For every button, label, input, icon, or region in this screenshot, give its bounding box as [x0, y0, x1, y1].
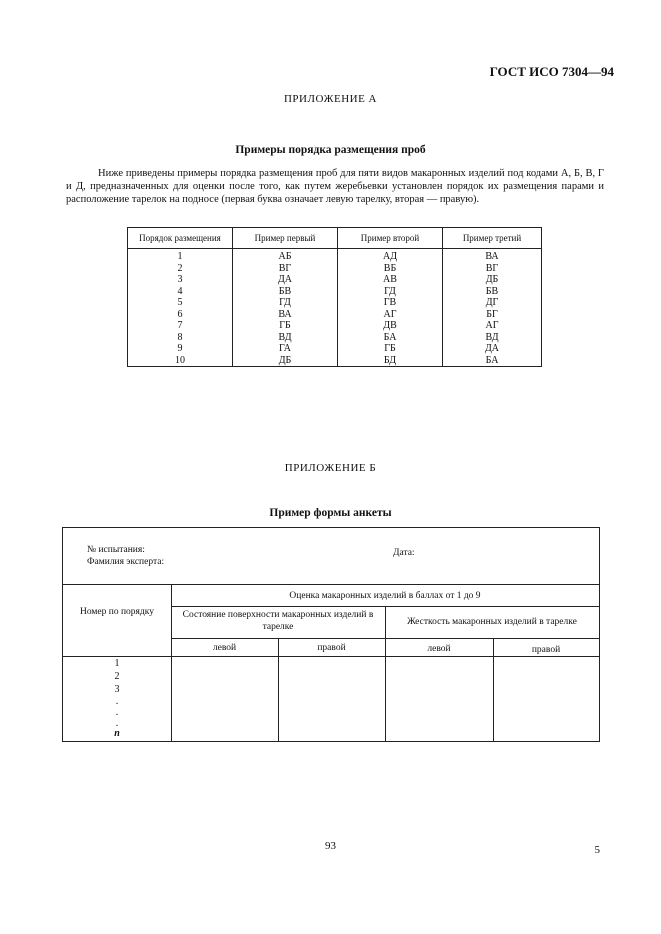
row-number: 3: [114, 684, 120, 695]
table-row: [128, 332, 542, 344]
cell: БА: [338, 332, 443, 344]
cell: ГД: [233, 297, 338, 309]
table-row: [128, 355, 542, 367]
cell: 3: [128, 274, 233, 286]
cell: ДВ: [338, 320, 443, 332]
table-row: [128, 343, 542, 355]
row-number: .: [115, 696, 119, 707]
cell: БА: [443, 355, 542, 367]
appendix-a-intro: Ниже приведены примеры порядка размещения проб для пяти видов макаронных изделий под кодами А, Б, В, Г и Д, предназначенных для оценки после того, как путем жеребьевки установлен порядок их размещения парами и расположение тарелок на подносе (первая буква означает левую тарелку, вторая — правую).: [66, 168, 604, 205]
surface-left-header: левой: [212, 643, 237, 653]
cell: 7: [128, 320, 233, 332]
cell: ВБ: [338, 263, 443, 275]
table-row: [128, 249, 542, 263]
cell: БД: [338, 355, 443, 367]
cell: ДБ: [233, 355, 338, 367]
score-header: Оценка макаронных изделий в баллах от 1 до 9: [289, 591, 481, 601]
surface-right-header: правой: [317, 643, 346, 653]
row-number: .: [115, 718, 119, 729]
hardness-header: Жесткость макаронных изделий в тарелке: [407, 617, 577, 627]
cell: АГ: [338, 309, 443, 321]
cell: ГВ: [338, 297, 443, 309]
cell: ВД: [443, 332, 542, 344]
row-number: 2: [114, 671, 120, 682]
table-row: [128, 320, 542, 332]
cell: ДГ: [443, 297, 542, 309]
cell: 5: [128, 297, 233, 309]
appendix-a-heading: ПРИЛОЖЕНИЕ А: [283, 93, 377, 105]
table-row: [128, 263, 542, 275]
col-order: Порядок размещения: [128, 228, 233, 249]
cell: ВГ: [443, 263, 542, 275]
placement-table: [127, 227, 542, 367]
cell: АГ: [443, 320, 542, 332]
appendix-b-title: Пример формы анкеты: [269, 507, 392, 519]
divider: [385, 606, 386, 741]
cell: 9: [128, 343, 233, 355]
page-number: 93: [325, 840, 336, 852]
cell: ГБ: [233, 320, 338, 332]
cell: ВГ: [233, 263, 338, 275]
cell: ГД: [338, 286, 443, 298]
cell: БВ: [443, 286, 542, 298]
table-row: [128, 309, 542, 321]
hardness-left-header: левой: [427, 644, 451, 654]
sheet-number: 5: [594, 844, 600, 856]
cell: 1: [128, 249, 233, 263]
row-number: .: [115, 707, 119, 718]
hardness-right-header: правой: [531, 645, 561, 655]
cell: БГ: [443, 309, 542, 321]
cell: ГА: [233, 343, 338, 355]
standard-designation: ГОСТ ИСО 7304—94: [489, 64, 614, 79]
cell: 4: [128, 286, 233, 298]
cell: ВА: [443, 249, 542, 263]
expert-name-label: Фамилия эксперта:: [87, 557, 165, 567]
cell: АБ: [233, 249, 338, 263]
table-row: [128, 274, 542, 286]
col-example-1: Пример первый: [233, 228, 338, 249]
table-row: [128, 297, 542, 309]
cell: 2: [128, 263, 233, 275]
cell: АД: [338, 249, 443, 263]
table-row: [128, 286, 542, 298]
cell: ВА: [233, 309, 338, 321]
cell: ДБ: [443, 274, 542, 286]
test-number-label: № испытания:: [87, 545, 145, 555]
col-example-2: Пример второй: [338, 228, 443, 249]
form-header: [63, 528, 599, 585]
placement-table-header: [128, 228, 542, 249]
cell: 6: [128, 309, 233, 321]
cell: ВД: [233, 332, 338, 344]
row-number: n: [114, 728, 120, 739]
questionnaire-form: [62, 527, 600, 742]
cell: 10: [128, 355, 233, 367]
appendix-a-title: Примеры порядка размещения проб: [235, 144, 426, 156]
cell: 8: [128, 332, 233, 344]
surface-header: Состояние поверхности макаронных изделий в тарелке: [182, 610, 374, 632]
row-number-header: Номер по порядку: [79, 607, 154, 617]
cell: ГБ: [338, 343, 443, 355]
col-example-3: Пример третий: [443, 228, 542, 249]
date-label: Дата:: [393, 548, 415, 558]
cell: ДА: [443, 343, 542, 355]
divider: [63, 656, 599, 657]
appendix-b-heading: ПРИЛОЖЕНИЕ Б: [284, 462, 377, 474]
divider: [171, 584, 172, 741]
cell: БВ: [233, 286, 338, 298]
divider: [171, 638, 599, 639]
cell: ДА: [233, 274, 338, 286]
cell: АВ: [338, 274, 443, 286]
row-number: 1: [114, 658, 120, 669]
